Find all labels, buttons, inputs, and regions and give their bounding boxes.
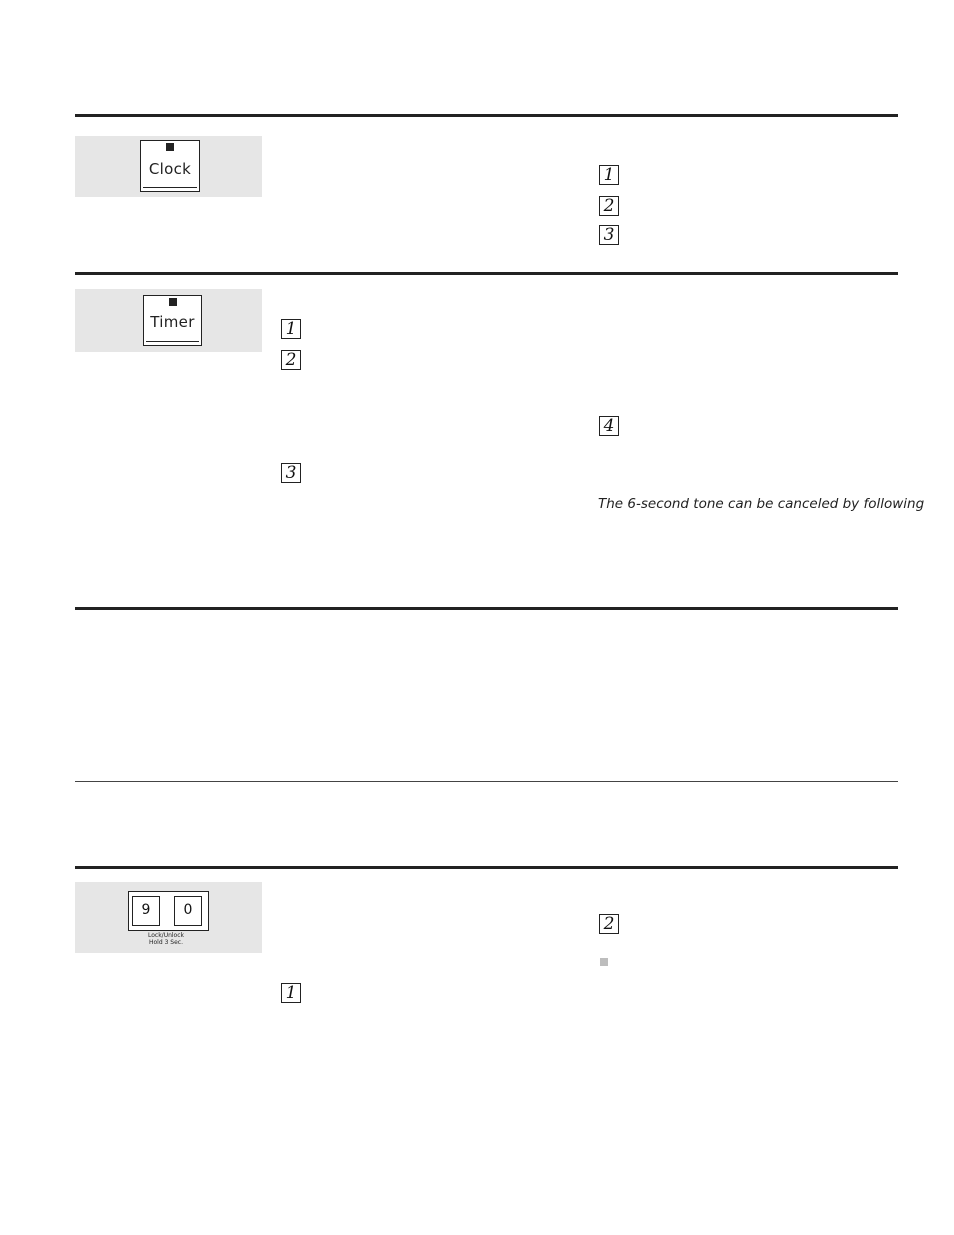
clock-key-panel	[75, 136, 262, 197]
step-number: 2	[599, 196, 619, 216]
number-9-key[interactable]: 9	[132, 896, 160, 926]
section-divider	[75, 272, 898, 275]
clock-key-label: Clock	[148, 160, 192, 178]
indicator-light-icon	[169, 298, 177, 306]
step-number: 2	[281, 350, 301, 370]
key-underline	[143, 187, 197, 188]
step-number: 1	[281, 319, 301, 339]
indicator-light-icon	[166, 143, 174, 151]
lock-unlock-line: Lock/Unlock	[147, 932, 184, 939]
step-number: 2	[599, 914, 619, 934]
section-divider	[75, 607, 898, 610]
lock-unlock-label	[126, 932, 206, 946]
step-number: 1	[281, 983, 301, 1003]
step-number: 3	[599, 225, 619, 245]
bullet-icon	[600, 958, 608, 966]
number-0-key[interactable]: 0	[174, 896, 202, 926]
lock-key-panel	[75, 882, 262, 953]
hold-seconds-line: Hold 3 Sec.	[149, 939, 183, 946]
step-number: 3	[281, 463, 301, 483]
key-underline	[146, 341, 199, 342]
timer-key-label: Timer	[150, 313, 195, 331]
timer-key-panel	[75, 289, 262, 352]
step-number: 4	[599, 416, 619, 436]
clock-key[interactable]	[140, 140, 200, 192]
section-divider	[75, 866, 898, 869]
timer-key[interactable]	[143, 295, 202, 346]
step-number: 1	[599, 165, 619, 185]
section-divider	[75, 781, 898, 782]
tone-note-text: The 6-second tone can be canceled by following	[598, 496, 925, 512]
section-divider	[75, 114, 898, 117]
